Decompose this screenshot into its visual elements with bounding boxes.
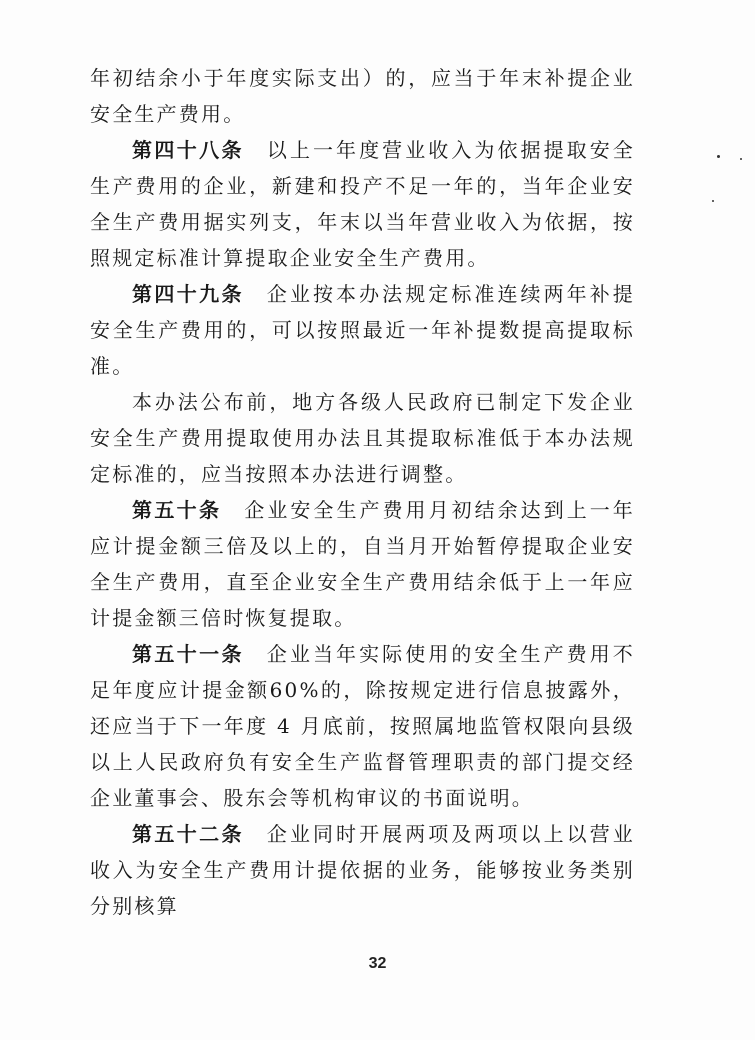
article-48-paragraph xyxy=(90,132,635,276)
article-49-paragraph xyxy=(90,276,635,384)
scan-speck xyxy=(717,155,720,158)
paragraph-continuation xyxy=(90,60,635,132)
paragraph-text: 本办法公布前，地方各级人民政府已制定下发企业安全生产费用提取使用办法且其提取标准低于本办法规定标准的，应当按照本办法进行调整。 xyxy=(90,390,635,486)
article-number: 第五十一条 xyxy=(132,642,244,666)
article-number: 第四十九条 xyxy=(132,282,244,306)
scan-speck xyxy=(712,200,714,202)
article-number: 第四十八条 xyxy=(132,138,244,162)
paragraph-text: 企业安全生产费用月初结余达到上一年应计提金额三倍及以上的，自当月开始暂停提取企业安全生产费用，直至企业安全生产费用结余低于上一年应计提金额三倍时恢复提取。 xyxy=(90,498,635,630)
article-52-paragraph xyxy=(90,816,635,924)
paragraph-text: 企业按本办法规定标准连续两年补提安全生产费用的，可以按照最近一年补提数提高提取标准。 xyxy=(90,282,636,378)
article-51-paragraph xyxy=(90,636,635,816)
page-number: 32 xyxy=(368,955,387,972)
article-50-paragraph xyxy=(90,492,635,636)
paragraph-text: 以上一年度营业收入为依据提取安全生产费用的企业，新建和投产不足一年的，当年企业安全生产费用据实列支，年末以当年营业收入为依据，按照规定标准计算提取企业安全生产费用。 xyxy=(90,138,636,270)
paragraph-text: 年初结余小于年度实际支出）的，应当于年末补提企业安全生产费用。 xyxy=(90,66,635,126)
paragraph-text: 企业同时开展两项及两项以上以营业收入为安全生产费用计提依据的业务，能够按业务类别分别核算 xyxy=(90,822,636,918)
article-number: 第五十条 xyxy=(132,498,222,522)
article-number: 第五十二条 xyxy=(132,822,244,846)
document-body xyxy=(90,60,635,924)
scan-speck xyxy=(740,158,742,160)
paragraph-note xyxy=(90,384,635,492)
paragraph-text: 企业当年实际使用的安全生产费用不足年度应计提金额60%的，除按规定进行信息披露外，还应当于下一年度 4 月底前，按照属地监管权限向县级以上人民政府负有安全生产监督管理职责的部门提交经企业董事会、股东会等机构审议的书面说明。 xyxy=(90,642,636,810)
